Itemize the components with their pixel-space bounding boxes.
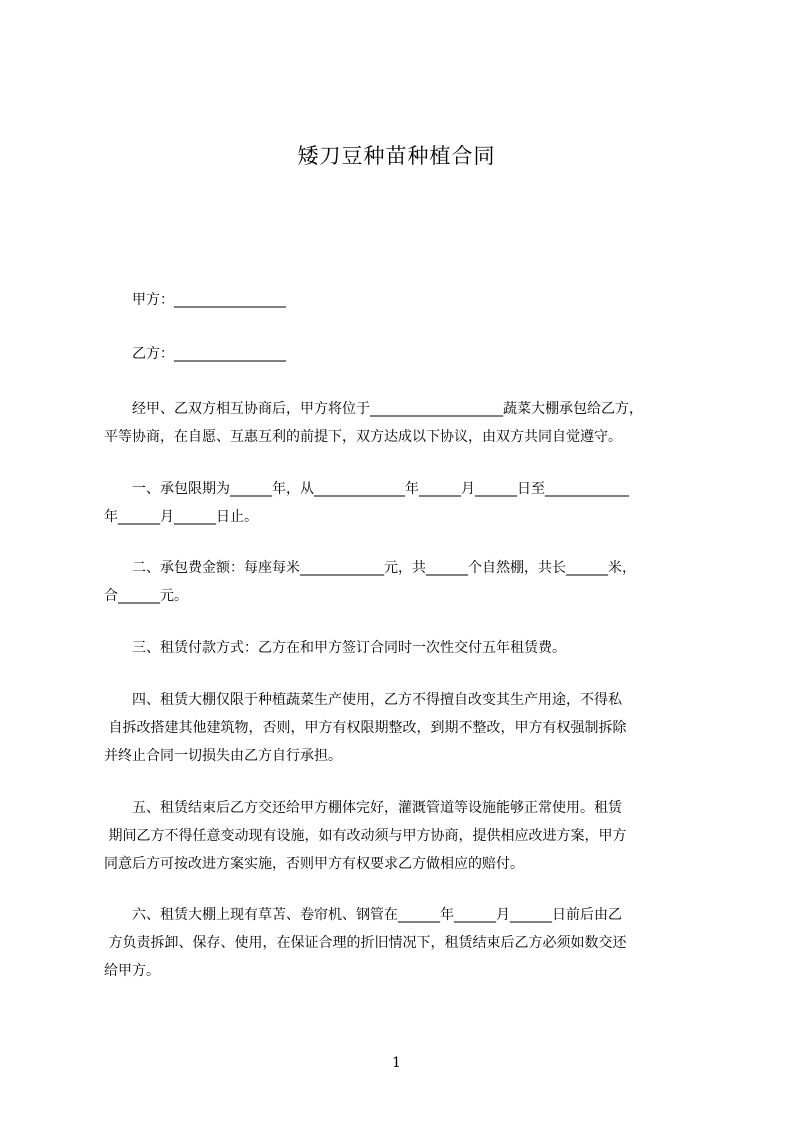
intro-paragraph	[104, 395, 704, 451]
clause-5-paragraph	[104, 794, 704, 878]
clause-6-line-3: 给甲方。	[104, 963, 160, 979]
clause-3-line-1: 三、租赁付款方式：乙方在和甲方签订合同时一次性交付五年租赁费。	[104, 640, 566, 656]
clause-6-line-2: 方负责拆卸、保存、使用，在保证合理的折旧情况下，租赁结束后乙方必须如数交还	[104, 935, 627, 951]
intro-line-2: 平等协商，在自愿、互惠互利的前提下，双方达成以下协议，由双方共同自觉遵守。	[104, 429, 622, 445]
clause-2-line-2: 合______元。	[104, 588, 188, 604]
clause-3-paragraph	[104, 634, 704, 662]
party-b-line	[104, 340, 704, 368]
clause-4-line-3: 并终止合同一切损失由乙方自行承担。	[104, 748, 342, 764]
clause-5-line-2: 期间乙方不得任意变动现有设施，如有改动须与甲方协商，提供相应改进方案，甲方	[104, 828, 627, 844]
clause-4-line-1: 四、租赁大棚仅限于种植蔬菜生产使用，乙方不得擅自改变其生产用途，不得私	[104, 692, 622, 708]
clause-1-line-2: 年______月______日止。	[104, 509, 258, 525]
intro-line-1: 经甲、乙双方相互协商后，甲方将位于___________________蔬菜大棚承包给乙方，	[104, 401, 643, 417]
party-a-line	[104, 286, 704, 314]
clause-1-paragraph	[104, 475, 704, 531]
clause-4-line-2: 自拆改搭建其他建筑物，否则，甲方有权限期整改，到期不整改，甲方有权强制拆除	[104, 720, 627, 736]
party-a-text: 甲方：________________	[104, 292, 286, 308]
clause-2-line-1: 二、承包费金额：每座每米____________元，共______个自然棚，共长______米，	[104, 560, 636, 576]
clause-6-line-1: 六、租赁大棚上现有草苫、卷帘机、钢管在______年______月______日前后由乙	[104, 907, 622, 923]
party-b-text: 乙方：________________	[104, 346, 286, 362]
clause-5-line-1: 五、租赁结束后乙方交还给甲方棚体完好，灌溉管道等设施能够正常使用。租赁	[104, 800, 622, 816]
document-title: 矮刀豆种苗种植合同	[297, 144, 496, 168]
clause-4-paragraph	[104, 686, 704, 770]
clause-6-paragraph	[104, 901, 704, 985]
clause-2-paragraph	[104, 554, 704, 610]
page-number: 1	[392, 1055, 401, 1071]
clause-1-line-1: 一、承包限期为______年，从_____________年______月______日至____________	[104, 481, 629, 497]
clause-5-line-3: 同意后方可按改进方案实施，否则甲方有权要求乙方做相应的赔付。	[104, 856, 524, 872]
